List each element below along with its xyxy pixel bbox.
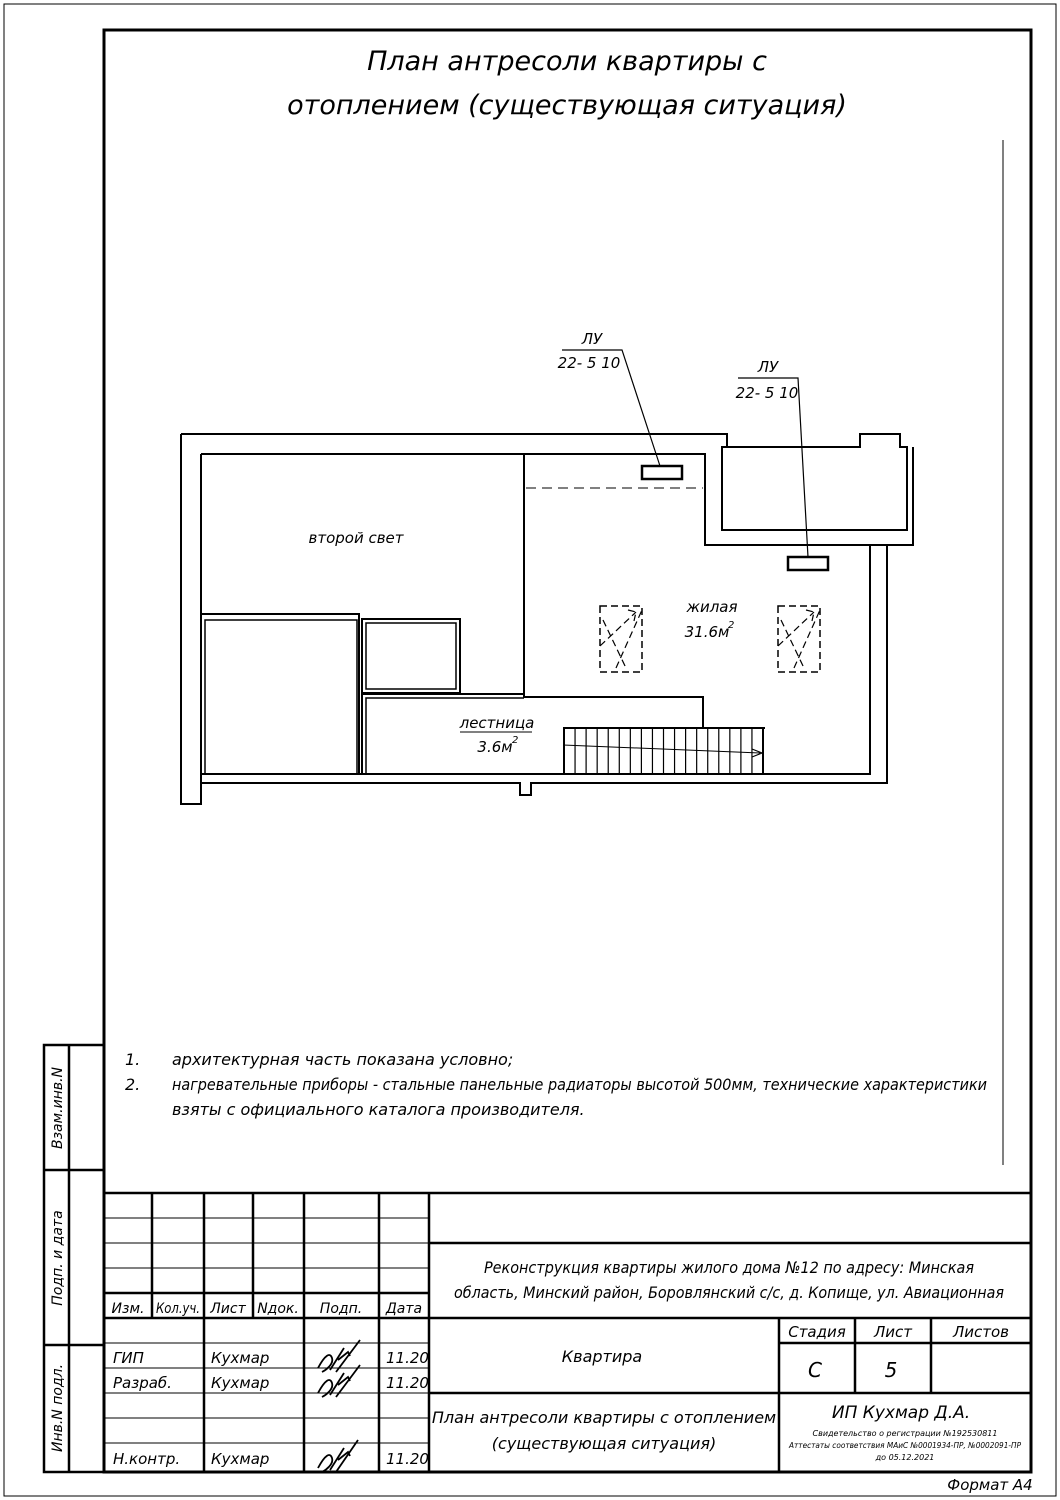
radiator-2-type: ЛУ: [757, 358, 779, 376]
tb-sheet-label: Лист: [873, 1323, 913, 1341]
radiator-1-type: ЛУ: [581, 330, 603, 348]
void-partition: [524, 454, 765, 728]
drawing-frame: [104, 30, 1031, 1472]
radiator-2-spec: 22- 5 10: [735, 384, 799, 402]
stair-direction-line: [563, 745, 760, 753]
tb-row-2-name: Кухмар: [211, 1374, 270, 1392]
tb-row-1-role: ГИП: [113, 1349, 144, 1367]
wall-outer-top: [181, 434, 907, 530]
side-stamp-inv: Инв.N подл.: [50, 1363, 66, 1453]
tb-row-2-date: 11.20: [386, 1374, 429, 1392]
tb-header-kol: Кол.уч.: [156, 1301, 200, 1317]
corridor-wall: [362, 694, 524, 774]
radiator-2: [788, 557, 828, 570]
note-1-text: архитектурная часть показана условно;: [172, 1050, 514, 1069]
room-stair-area-sup: 2: [512, 735, 519, 746]
side-stamp-podp: Подп. и дата: [50, 1210, 66, 1306]
signature-3: [318, 1440, 358, 1472]
stair-steps: [575, 728, 752, 774]
tb-org-line-2: Аттестаты соответствия МАиС №0001934-ПР, №0002091-ПР: [788, 1441, 1022, 1450]
tb-row-3-name: Кухмар: [211, 1450, 270, 1468]
tb-stage-label: Стадия: [788, 1323, 846, 1341]
room-block-left: [201, 614, 359, 774]
room-block-right: [362, 619, 460, 693]
tb-org-line-3: до 05.12.2021: [875, 1453, 935, 1462]
signature-1: [318, 1340, 360, 1372]
note-1-number: 1.: [125, 1050, 141, 1069]
tb-object: Квартира: [561, 1347, 643, 1366]
sheet-format: Формат А4: [947, 1476, 1033, 1494]
room-living-name: жилая: [686, 598, 738, 616]
note-2-number: 2.: [125, 1075, 141, 1094]
tb-row-1-date: 11.20: [386, 1349, 429, 1367]
tb-project-line-2: область, Минский район, Боровлянский с/с, д. Копище, ул. Авиационная: [454, 1283, 1005, 1302]
note-2-text-line-2: взяты с официального каталога производителя.: [172, 1100, 585, 1119]
tb-header-podp: Подп.: [319, 1301, 363, 1317]
tb-sheet-title-line-2: (существующая ситуация): [491, 1434, 717, 1453]
tb-header-izm: Изм.: [111, 1301, 145, 1317]
tb-row-2-role: Разраб.: [113, 1374, 172, 1392]
skylight-1: [600, 606, 642, 672]
title-line-2: отоплением (существующая ситуация): [287, 90, 847, 121]
tb-org-line-1: Свидетельство о регистрации №192530811: [812, 1429, 998, 1438]
tb-row-3-role: Н.контр.: [113, 1450, 181, 1468]
tb-project-line-1: Реконструкция квартиры жилого дома №12 по адресу: Минская: [484, 1258, 975, 1277]
tb-stage-value: С: [808, 1358, 822, 1382]
tb-row-3-date: 11.20: [386, 1450, 429, 1468]
floor-plan: [181, 350, 913, 804]
tb-sheet-title-line-1: План антресоли квартиры с отоплением: [431, 1408, 777, 1427]
radiator-1: [642, 466, 682, 479]
tb-header-date: Дата: [385, 1301, 423, 1317]
room-stair-area: 3.6м: [477, 738, 513, 756]
tb-org: ИП Кухмар Д.А.: [831, 1403, 971, 1423]
title-line-1: План антресоли квартиры с: [367, 46, 767, 77]
room-living-area-sup: 2: [728, 620, 735, 631]
wall-inner-top: [201, 454, 887, 545]
room-living-area: 31.6м: [684, 623, 730, 641]
tb-row-1-name: Кухмар: [211, 1349, 270, 1367]
room-block-right-inner: [366, 623, 456, 689]
room-block-left-inner: [205, 620, 357, 774]
skylight-2: [778, 606, 820, 672]
note-2-text-line-1: нагревательные приборы - стальные панельные радиаторы высотой 500мм, технические характеристики: [172, 1075, 987, 1094]
room-stair-name: лестница: [459, 714, 535, 732]
tb-sheets-label: Листов: [952, 1323, 1010, 1341]
room-second-light: второй свет: [308, 529, 404, 547]
side-stamp-vzam: Взам.инв.N: [50, 1066, 66, 1150]
corridor-wall-inner: [366, 698, 524, 774]
wall-outer-perimeter: [181, 434, 913, 804]
radiator-1-spec: 22- 5 10: [557, 354, 621, 372]
tb-header-ndok: Nдок.: [257, 1301, 299, 1317]
wall-inner-bottom: [201, 545, 870, 774]
tb-header-list: Лист: [210, 1301, 246, 1317]
tb-sheet-value: 5: [884, 1358, 898, 1382]
